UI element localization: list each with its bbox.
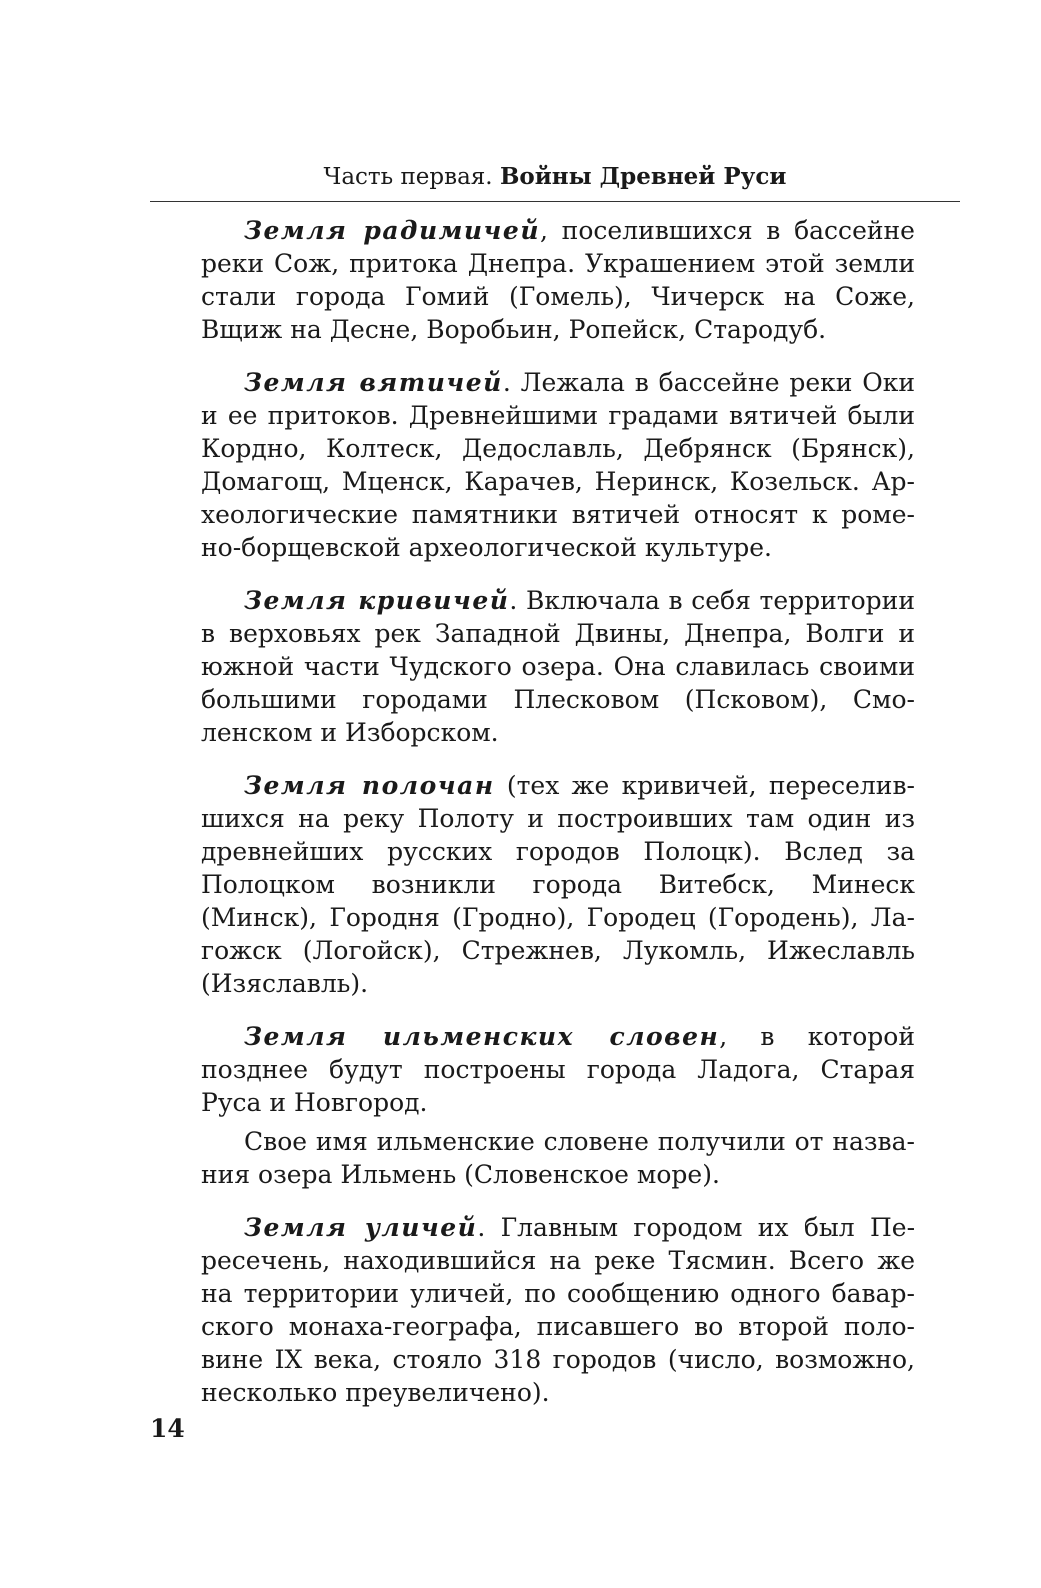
header-title: Войны Древней Руси [499, 163, 787, 190]
term: Земля радимичей [244, 216, 541, 245]
paragraph-radimichi [201, 214, 915, 346]
term: Земля вятичей [244, 368, 503, 397]
paragraph-text: . Главным городом их был Пересечень, находившийся на реке Тясмин. Всего же на территории уличей, по сообщению одного баварского монаха-географа, писавшего во второй половине IX века, стояло 318 городов (число, возможно, несколько преувеличено). [201, 1213, 916, 1407]
term: Земля полочан [244, 771, 495, 800]
paragraph-text: . Включала в себя территории в верховьях рек Западной Двины, Днепра, Волги и южной части Чудского озера. Она славилась своими большими городами Плесковом (Псковом), Смоленском и Изборском. [201, 586, 915, 747]
paragraph-text: . Лежала в бассейне реки Оки и ее притоков. Древнейшими градами вятичей были Кордно, Колтеск, Дедославль, Дебрянск (Брянск), Домагощ, Мценск, Карачев, Неринск, Козельск. Археологические памятники вятичей относят к ромено-борщевской археологической культуре. [201, 368, 915, 562]
page-number: 14 [150, 1414, 185, 1443]
paragraph-ulichi [201, 1211, 915, 1409]
paragraph-ilmen-name [201, 1125, 915, 1191]
paragraph-ilmen-slovene [201, 1020, 915, 1119]
term: Земля ильменских словен [244, 1022, 720, 1051]
paragraph-krivichi [201, 584, 915, 749]
header-rule [150, 201, 960, 202]
term: Земля кривичей [244, 586, 510, 615]
page-body [201, 214, 915, 1429]
paragraph-polochane [201, 769, 915, 1000]
paragraph-text: Свое имя ильменские словене получили от названия озера Ильмень (Словенское море). [201, 1127, 915, 1189]
header-part: Часть первая. [323, 164, 493, 190]
paragraph-text: , в которой позднее будут построены города Ладога, Старая Руса и Новгород. [201, 1022, 915, 1117]
paragraph-vyatichi [201, 366, 915, 564]
term: Земля уличей [244, 1213, 478, 1242]
running-header [150, 160, 960, 194]
paragraph-text: (тех же кривичей, переселившихся на реку Полоту и построивших там один из древнейших русских городов Полоцк). Вслед за Полоцком возникли города Витебск, Минеск (Минск), Городня (Гродно), Городец (Городень), Лагожск (Логойск), Стрежнев, Лукомль, Ижеславль (Изяславль). [201, 771, 915, 998]
paragraph-text: , поселившихся в бассейне реки Сож, притока Днепра. Украшением этой земли стали города Гомий (Гомель), Чичерск на Соже, Вщиж на Десне, Воробьин, Ропейск, Стародуб. [201, 216, 915, 344]
